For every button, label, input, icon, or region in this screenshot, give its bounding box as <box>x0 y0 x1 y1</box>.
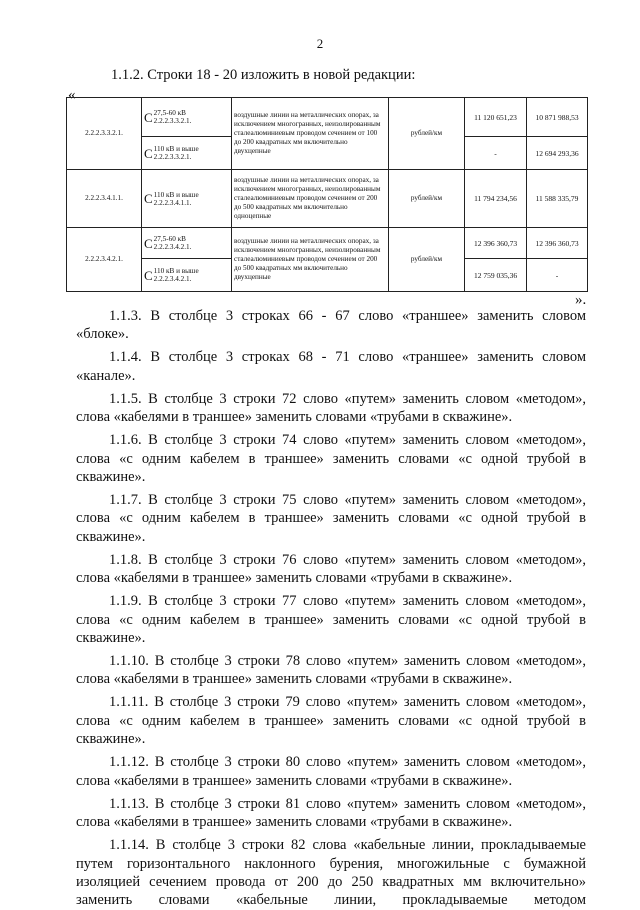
paragraph: 1.1.5. В столбце 3 строки 72 слово «путем» заменить словом «методом», слова «кабелями в траншее» заменить словами «трубами в скважине». <box>76 390 586 426</box>
voltage-label: 27,5-60 кВ <box>153 235 186 243</box>
row-code: 2.2.2.3.3.2.1. <box>67 98 142 170</box>
quote-close: ». <box>575 292 587 308</box>
paragraph: 1.1.4. В столбце 3 строках 68 - 71 слово «траншее» заменить словом «канале». <box>76 349 586 384</box>
table-row <box>67 98 588 137</box>
value-cell: 12 759 035,36 <box>465 259 527 292</box>
value-cell: 12 694 293,36 <box>527 137 588 170</box>
paragraph: 1.1.8. В столбце 3 строки 76 слово «путем» заменить словом «методом», слова «кабелями в траншее» заменить словами «трубами в скважине». <box>76 551 586 587</box>
coefficient-cell: C 27,5-60 кВ 2.2.2.3.3.2.1. <box>142 98 232 137</box>
coefficient-cell: C 27,5-60 кВ 2.2.2.3.4.2.1. <box>142 228 232 259</box>
value-cell: 12 396 360,73 <box>527 228 588 259</box>
amendment-paragraphs <box>76 307 586 910</box>
paragraph: 1.1.14. В столбце 3 строки 82 слова «кабельные линии, прокладываемые путем горизонтального наклонного бурения, многожильные с бумажной изоляцией сечением провода от 200 до 250 квадратных мм включительно» заменить словами «кабельные линии, прокладываемые методом <box>76 837 586 909</box>
coefficient-index: 2.2.2.3.4.1.1. <box>153 198 192 207</box>
row-description: воздушные линии на металлических опорах, за исключением многогранных, неизолированным сталеалюминиевым проводом сечением от 100 до 200 квадратных мм включительно двухцепные <box>232 98 389 170</box>
voltage-label: 110 кВ и выше <box>153 145 199 153</box>
value-cell: - <box>465 137 527 170</box>
row-unit: рублей/км <box>389 228 465 292</box>
table-row <box>67 228 588 259</box>
paragraph: 1.1.11. В столбце 3 строки 79 слово «путем» заменить словом «методом», слова «с одним кабелем в траншее» заменить словами «с одной трубой в скважине». <box>76 694 586 748</box>
table-row <box>67 170 588 228</box>
value-cell: 11 120 651,23 <box>465 98 527 137</box>
row-code: 2.2.2.3.4.2.1. <box>67 228 142 292</box>
paragraph: 1.1.12. В столбце 3 строки 80 слово «путем» заменить словом «методом», слова «кабелями в траншее» заменить словами «трубами в скважине». <box>76 754 586 789</box>
paragraph: 1.1.10. В столбце 3 строки 78 слово «путем» заменить словом «методом», слова «кабелями в траншее» заменить словами «трубами в скважине». <box>76 653 586 688</box>
voltage-label: 27,5-60 кВ <box>153 109 186 117</box>
coefficient-index: 2.2.2.3.3.2.1. <box>153 117 192 125</box>
value-cell: - <box>527 259 588 292</box>
voltage-label: 110 кВ и выше <box>153 267 199 275</box>
voltage-label: 110 кВ и выше <box>153 190 199 199</box>
row-unit: рублей/км <box>389 170 465 228</box>
row-description: воздушные линии на металлических опорах, за исключением многогранных, неизолированным сталеалюминиевым проводом сечением от 200 до 500 квадратных мм включительно одноцепные <box>232 170 389 228</box>
quote-open: « <box>68 87 76 103</box>
paragraph: 1.1.7. В столбце 3 строки 75 слово «путем» заменить словом «методом», слова «с одним кабелем в траншее» заменить словами «с одной трубой в скважине». <box>76 492 586 545</box>
value-cell: 10 871 988,53 <box>527 98 588 137</box>
value-cell: 12 396 360,73 <box>465 228 527 259</box>
section-heading: 1.1.2. Строки 18 - 20 изложить в новой редакции: <box>111 67 416 83</box>
paragraph: 1.1.13. В столбце 3 строки 81 слово «путем» заменить словом «методом», слова «кабелями в траншее» заменить словами «трубами в скважине». <box>76 795 586 831</box>
value-cell: 11 588 335,79 <box>527 170 588 228</box>
coefficient-cell: C 110 кВ и выше 2.2.2.3.4.1.1. <box>142 170 232 228</box>
row-code: 2.2.2.3.4.1.1. <box>67 170 142 228</box>
page-number: 2 <box>316 36 324 51</box>
coefficient-index: 2.2.2.3.4.2.1. <box>153 243 192 251</box>
row-unit: рублей/км <box>389 98 465 170</box>
paragraph: 1.1.6. В столбце 3 строки 74 слово «путем» заменить словом «методом», слова «с одним кабелем в траншее» заменить словами «с одной трубой в скважине». <box>76 432 586 486</box>
value-cell: 11 794 234,56 <box>465 170 527 228</box>
paragraph: 1.1.9. В столбце 3 строки 77 слово «путем» заменить словом «методом», слова «с одним кабелем в траншее» заменить словами «с одной трубой в скважине». <box>76 593 586 647</box>
paragraph: 1.1.3. В столбце 3 строках 66 - 67 слово «траншее» заменить словом «блоке». <box>76 308 586 343</box>
amendment-table <box>66 97 588 292</box>
row-description: воздушные линии на металлических опорах, за исключением многогранных, неизолированным сталеалюминиевым проводом сечением от 200 до 500 квадратных мм включительно двухцепные <box>232 228 389 292</box>
coefficient-index: 2.2.2.3.3.2.1. <box>153 153 192 161</box>
coefficient-index: 2.2.2.3.4.2.1. <box>153 275 192 283</box>
coefficient-cell: C 110 кВ и выше 2.2.2.3.4.2.1. <box>142 259 232 292</box>
coefficient-cell: C 110 кВ и выше 2.2.2.3.3.2.1. <box>142 137 232 170</box>
